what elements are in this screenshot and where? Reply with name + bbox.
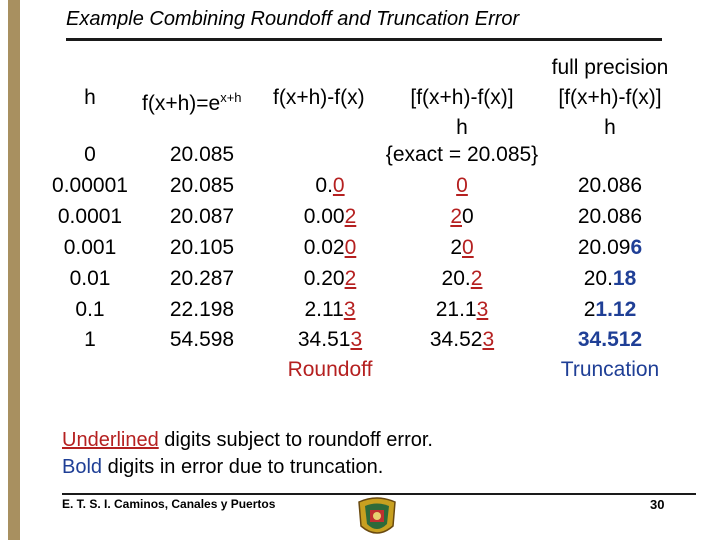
row-quotient-roundoff-digit: 3 [482, 328, 495, 351]
row-quotient [450, 205, 473, 229]
row0-f: 20.085 [169, 143, 235, 166]
row-full-precision [584, 298, 637, 322]
row-h [58, 205, 122, 229]
row-quotient [430, 328, 494, 352]
row-diff [304, 267, 357, 291]
row-h [84, 328, 96, 352]
row-full-precision [578, 205, 642, 229]
row-f [170, 328, 234, 352]
row-quotient-digits: 2 [450, 236, 462, 259]
row-diff-digits: 34.51 [297, 328, 351, 351]
row-diff-roundoff-digit: 2 [344, 205, 357, 228]
row-diff-roundoff-digit: 0 [332, 174, 345, 197]
row-full-digits: 20.086 [577, 174, 643, 197]
slide-title: Example Combining Roundoff and Truncation Error [66, 8, 520, 30]
row-f [170, 267, 234, 291]
row-f-value: 20.287 [169, 267, 235, 290]
row-full-digits: 2 [583, 298, 596, 321]
row-diff-digits: 0. [315, 174, 333, 197]
row-f [170, 298, 234, 322]
label-roundoff: Roundoff [287, 358, 373, 381]
row-h [70, 267, 111, 291]
header-quotient-num: [f(x+h)-f(x)] [410, 86, 514, 109]
label-truncation: Truncation [560, 358, 660, 381]
row-full-truncation-digits: 34.512 [577, 328, 643, 351]
row-f [170, 205, 234, 229]
row-quotient-trailing: 0 [462, 205, 474, 228]
footer-authors: E. T. S. I. Caminos, Canales y Puertos [62, 497, 276, 511]
row-h-value: 0.0001 [57, 205, 123, 228]
page-number: 30 [650, 497, 665, 512]
row-h-value: 0.00001 [52, 174, 128, 197]
row-diff-digits: 0.20 [303, 267, 345, 290]
header-quotient-den: h [456, 116, 468, 139]
row-diff-roundoff-digit: 0 [344, 236, 357, 259]
row-quotient-roundoff-digit: 0 [456, 174, 468, 197]
header-full-precision: full precision [551, 56, 669, 79]
row-full-precision [578, 174, 642, 198]
row-diff [315, 174, 344, 198]
row-full-truncation-digits: 6 [630, 236, 643, 259]
row-quotient [442, 267, 483, 291]
row-full-truncation-digits: 1.12 [595, 298, 637, 321]
row-full-digits: 20. [583, 267, 613, 290]
row-diff-roundoff-digit: 3 [350, 328, 363, 351]
row-diff [298, 328, 362, 352]
row-f-value: 20.085 [169, 174, 235, 197]
row-quotient-digits: 34.52 [429, 328, 483, 351]
row0-exact: {exact = 20.085} [385, 143, 539, 166]
row-h-value: 0.1 [75, 298, 105, 321]
row-full-precision [578, 328, 642, 352]
row-diff-digits: 0.02 [303, 236, 345, 259]
row-f [170, 174, 234, 198]
legend-roundoff: Underlined digits subject to roundoff error. [62, 429, 433, 451]
crest-logo [353, 496, 401, 540]
row-h [64, 236, 117, 260]
row-f-value: 22.198 [169, 298, 235, 321]
row-diff-roundoff-digit: 2 [344, 267, 357, 290]
footer-divider [62, 493, 696, 495]
row-f [170, 236, 234, 260]
row-full-precision [578, 236, 642, 260]
row-f-value: 20.105 [169, 236, 235, 259]
row-quotient-digits: 20. [441, 267, 471, 290]
row-h [52, 174, 128, 198]
row-quotient [456, 174, 468, 198]
row-full-digits: 20.086 [577, 205, 643, 228]
title-divider [66, 38, 662, 41]
row-diff-digits: 0.00 [303, 205, 345, 228]
row-h [75, 298, 104, 322]
row-diff-digits: 2.11 [304, 298, 344, 321]
legend-truncation: Bold digits in error due to truncation. [62, 456, 384, 478]
header-full-den: h [604, 116, 616, 139]
header-h: h [84, 86, 96, 109]
header-fxh: $f(x+h)=e^{x+h}$ [142, 90, 242, 115]
row-full-digits: 20.09 [577, 236, 631, 259]
row-diff [304, 236, 357, 260]
row-quotient-roundoff-digit: 0 [462, 236, 474, 259]
row-diff [304, 205, 357, 229]
header-full-num: [f(x+h)-f(x)] [558, 86, 662, 109]
row-diff-roundoff-digit: 3 [343, 298, 356, 321]
row-quotient [450, 236, 473, 260]
row-h-value: 1 [84, 328, 96, 351]
row-full-precision [584, 267, 637, 291]
row-quotient-roundoff-digit: 3 [476, 298, 489, 321]
row-quotient-digits: 21.1 [435, 298, 477, 321]
left-border-stripe [8, 0, 20, 540]
row-h-value: 0.01 [69, 267, 111, 290]
row-h-value: 0.001 [63, 236, 117, 259]
row-quotient [436, 298, 489, 322]
row-quotient-roundoff-digit: 2 [450, 205, 462, 228]
row0-h: 0 [84, 143, 96, 166]
row-f-value: 20.087 [169, 205, 235, 228]
row-full-truncation-digits: 18 [612, 267, 637, 290]
row-f-value: 54.598 [169, 328, 235, 351]
header-diff: f(x+h)-f(x) [273, 86, 365, 109]
row-diff [304, 298, 355, 322]
row-quotient-roundoff-digit: 2 [470, 267, 483, 290]
